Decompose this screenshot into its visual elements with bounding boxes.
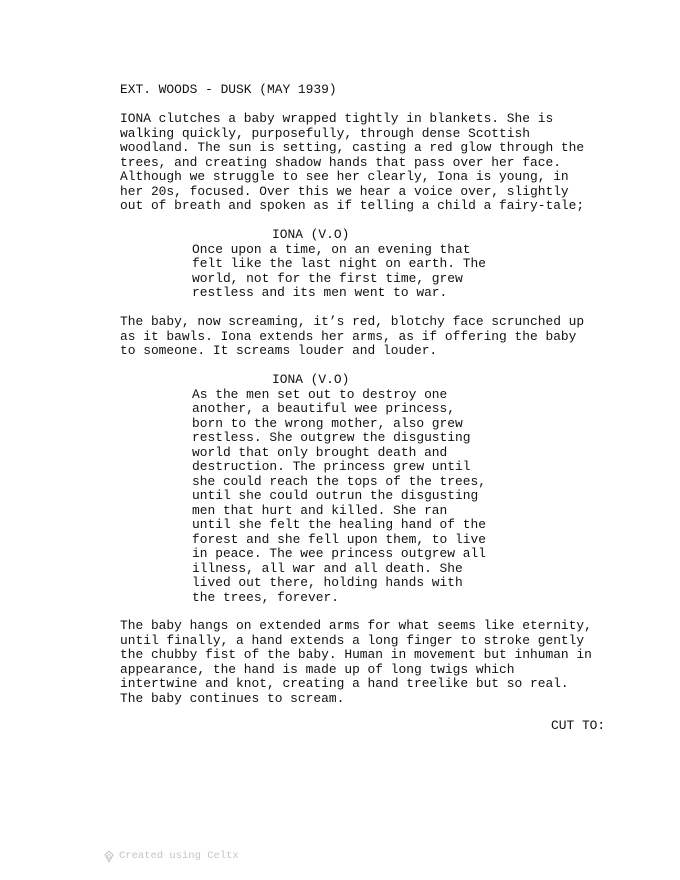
dialogue-line: restless. She outgrew the disgusting [192, 430, 471, 445]
dialogue-line: lived out there, holding hands with [192, 575, 463, 590]
dialogue-line: Once upon a time, on an evening that [192, 241, 471, 257]
dialogue-line: illness, all war and all death. She [192, 560, 463, 576]
character-name: IONA (V.O) [272, 372, 350, 387]
action-line: her 20s, focused. Over this we hear a voice over, slightly [120, 183, 569, 199]
dialogue-line: restless and its men went to war. [192, 285, 448, 300]
action-line: out of breath and spoken as if telling a child a fairy-tale; [120, 198, 585, 213]
dialogue-line: until she felt the healing hand of the [192, 517, 486, 532]
action-line: walking quickly, purposefully, through dense Scottish [120, 125, 530, 141]
footer-text: Created using Celtx [119, 850, 239, 862]
dialogue-line: world that only brought death and [192, 444, 448, 460]
action-line: until finally, a hand extends a long finger to stroke gently [120, 632, 585, 648]
action-line: intertwine and knot, creating a hand treelike but so real. [120, 676, 569, 691]
celtx-logo-icon [104, 850, 114, 863]
dialogue-line: forest and she fell upon them, to live [192, 531, 486, 547]
dialogue-line: another, a beautiful wee princess, [192, 401, 456, 416]
dialogue-line: until she could outrun the disgusting [192, 488, 479, 503]
dialogue-line: men that hurt and killed. She ran [192, 502, 448, 518]
dialogue-line: she could reach the tops of the trees, [192, 473, 486, 489]
action-line: as it bawls. Iona extends her arms, as if offering the baby [120, 328, 577, 344]
dialogue-line: destruction. The princess grew until [192, 459, 471, 474]
dialogue-line: the trees, forever. [192, 589, 339, 605]
dialogue-line: felt like the last night on earth. The [192, 256, 486, 271]
action-line: appearance, the hand is made up of long twigs which [120, 661, 515, 677]
action-line: trees, and creating shadow hands that pass over her face. [120, 154, 561, 170]
dialogue-line: born to the wrong mother, also grew [192, 415, 463, 431]
dialogue-line: in peace. The wee princess outgrew all [192, 546, 486, 561]
action-line: the chubby fist of the baby. Human in movement but inhuman in [120, 647, 592, 662]
scene-heading: EXT. WOODS - DUSK (MAY 1939) [120, 82, 337, 97]
transition: CUT TO: [551, 718, 606, 733]
character-name: IONA (V.O) [272, 227, 350, 242]
action-line: The baby hangs on extended arms for what seems like eternity, [120, 618, 592, 633]
action-line: to someone. It screams louder and louder. [120, 343, 438, 358]
action-line: Although we struggle to see her clearly, Iona is young, in [120, 169, 569, 184]
action-line: IONA clutches a baby wrapped tightly in blankets. She is [120, 111, 554, 126]
action-line: woodland. The sun is setting, casting a red glow through the [120, 140, 585, 155]
action-line: The baby continues to scream. [120, 690, 345, 706]
dialogue-line: As the men set out to destroy one [192, 386, 448, 402]
action-line: The baby, now screaming, it’s red, blotchy face scrunched up [120, 314, 585, 329]
dialogue-line: world, not for the first time, grew [192, 270, 463, 286]
footer [104, 849, 239, 864]
